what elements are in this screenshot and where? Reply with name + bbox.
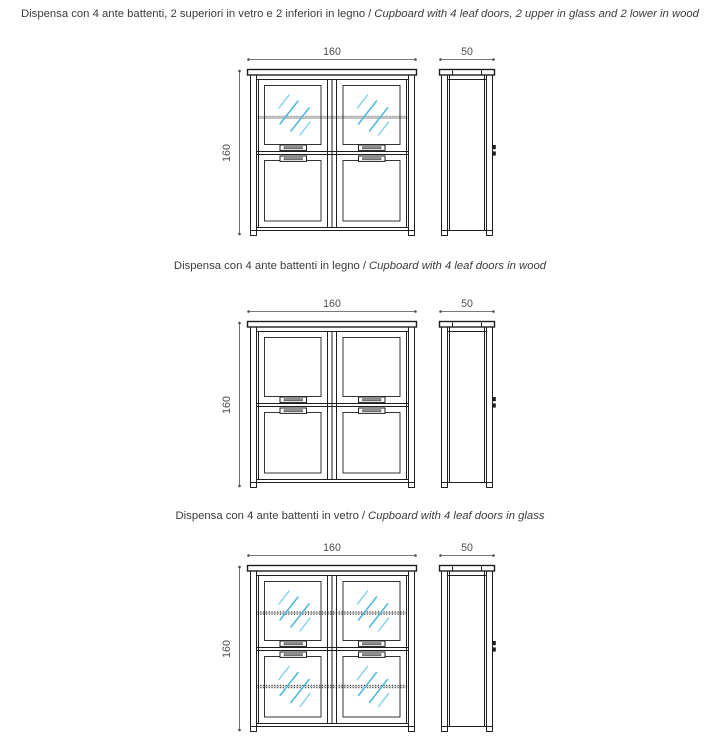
title-separator: / <box>362 260 366 272</box>
technical-drawing-wood <box>198 291 510 495</box>
title-english: Cupboard with 4 leaf doors in wood <box>368 260 547 272</box>
title-italian: Dispensa con 4 ante battenti in vetro <box>175 510 359 522</box>
cabinet-side-view <box>440 566 496 732</box>
title-english: Cupboard with 4 leaf doors in glass <box>368 510 545 522</box>
section-title-glass-wood <box>0 7 720 21</box>
height-dimension-label: 160 <box>221 640 233 658</box>
glass-hatch-icon <box>358 95 389 135</box>
cabinet-side-view <box>440 70 496 236</box>
cabinet-front-view <box>248 322 417 488</box>
height-dimension-label: 160 <box>221 396 233 414</box>
cabinet-side-view <box>440 322 496 488</box>
title-english: Cupboard with 4 leaf doors, 2 upper in glass and 2 lower in wood <box>374 8 699 20</box>
width-dimension-label: 160 <box>323 542 341 554</box>
height-dimension-label: 160 <box>221 144 233 162</box>
depth-dimension-label: 50 <box>461 46 473 58</box>
depth-dimension-label: 50 <box>461 298 473 310</box>
glass-hatch-icon <box>279 95 310 135</box>
title-separator: / <box>361 510 366 522</box>
section-title-glass <box>0 509 720 523</box>
width-dimension-label: 160 <box>323 298 341 310</box>
technical-drawing-glass-wood <box>198 39 510 243</box>
title-italian: Dispensa con 4 ante battenti, 2 superiori in vetro e 2 inferiori in legno <box>21 8 366 20</box>
glass-hatch-icon <box>358 591 389 631</box>
section-title-wood <box>0 259 720 273</box>
width-dimension-label: 160 <box>323 46 341 58</box>
cabinet-front-view <box>248 566 417 732</box>
glass-hatch-icon <box>279 591 310 631</box>
cabinet-front-view <box>248 70 417 236</box>
title-italian: Dispensa con 4 ante battenti in legno <box>173 260 360 272</box>
title-separator: / <box>368 8 372 20</box>
depth-dimension-label: 50 <box>461 542 473 554</box>
technical-drawing-glass <box>198 535 510 739</box>
